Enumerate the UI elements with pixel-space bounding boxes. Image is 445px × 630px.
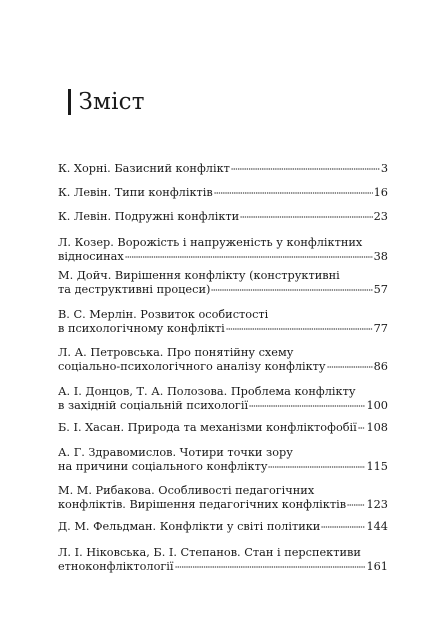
dot-leader bbox=[347, 498, 365, 506]
toc-entry-title: Д. М. Фельдман. Конфлікти у світі політики bbox=[58, 520, 321, 533]
toc-entry[interactable] bbox=[58, 520, 388, 534]
toc-entry-title: К. Левін. Типи конфліктів bbox=[58, 186, 213, 199]
toc-entry-title: Л. І. Ніковська, Б. І. Степанов. Стан і перспективи bbox=[58, 546, 361, 559]
toc-page-number: 16 bbox=[373, 186, 388, 199]
dot-leader bbox=[240, 210, 372, 218]
toc-entry[interactable] bbox=[58, 236, 388, 264]
toc-page-number: 86 bbox=[373, 360, 388, 373]
table-of-contents bbox=[58, 0, 388, 630]
toc-entry[interactable] bbox=[58, 546, 388, 574]
toc-page-number: 100 bbox=[366, 399, 388, 412]
toc-entry[interactable] bbox=[58, 346, 388, 374]
toc-entry[interactable] bbox=[58, 269, 388, 297]
toc-entry-title-cont: етноконфліктології bbox=[58, 560, 174, 573]
toc-entry-title: Б. І. Хасан. Природа та механізми конфліктофобії bbox=[58, 421, 357, 434]
dot-leader bbox=[249, 399, 365, 407]
toc-page-number: 115 bbox=[366, 460, 388, 473]
dot-leader bbox=[214, 186, 373, 194]
toc-entry-title: А. І. Донцов, Т. А. Полозова. Проблема конфлікту bbox=[58, 385, 356, 398]
dot-leader bbox=[321, 520, 365, 528]
toc-entry-title-cont: на причини соціального конфлікту bbox=[58, 460, 268, 473]
toc-entry-title: Л. А. Петровська. Про понятійну схему bbox=[58, 346, 294, 359]
dot-leader bbox=[175, 560, 366, 568]
toc-entry[interactable] bbox=[58, 210, 388, 224]
toc-entry-title: М. М. Рибакова. Особливості педагогічних bbox=[58, 484, 315, 497]
toc-page-number: 57 bbox=[373, 283, 388, 296]
toc-entry[interactable] bbox=[58, 162, 388, 176]
toc-entry[interactable] bbox=[58, 421, 388, 435]
toc-page-number: 77 bbox=[373, 322, 388, 335]
toc-entry-title-cont: та деструктивні процеси) bbox=[58, 283, 211, 296]
toc-page-number: 38 bbox=[373, 250, 388, 263]
toc-entry-title: К. Хорні. Базисний конфлікт bbox=[58, 162, 230, 175]
dot-leader bbox=[231, 162, 380, 170]
toc-entry-title-cont: відносинах bbox=[58, 250, 124, 263]
toc-entry-title-cont: конфліктів. Вирішення педагогічних конфліктів bbox=[58, 498, 347, 511]
toc-page-number: 144 bbox=[366, 520, 388, 533]
toc-page-number: 108 bbox=[366, 421, 388, 434]
dot-leader bbox=[358, 421, 366, 429]
toc-entry-title: В. С. Мерлін. Розвиток особистості bbox=[58, 308, 269, 321]
dot-leader bbox=[211, 283, 372, 291]
toc-page-number: 161 bbox=[366, 560, 388, 573]
toc-entry-title-cont: соціально-психологічного аналізу конфлікту bbox=[58, 360, 326, 373]
toc-page-number: 23 bbox=[373, 210, 388, 223]
toc-entry[interactable] bbox=[58, 385, 388, 413]
toc-page-number: 3 bbox=[380, 162, 388, 175]
dot-leader bbox=[125, 250, 373, 258]
toc-entry[interactable] bbox=[58, 308, 388, 336]
toc-entry[interactable] bbox=[58, 484, 388, 512]
toc-entry-title: М. Дойч. Вирішення конфлікту (конструктивні bbox=[58, 269, 340, 282]
toc-entry-title-cont: в західній соціальній психології bbox=[58, 399, 249, 412]
toc-entry[interactable] bbox=[58, 446, 388, 474]
toc-entry[interactable] bbox=[58, 186, 388, 200]
page-title: Зміст bbox=[78, 89, 145, 115]
dot-leader bbox=[226, 322, 373, 330]
dot-leader bbox=[268, 460, 365, 468]
toc-entry-title: А. Г. Здравомислов. Чотири точки зору bbox=[58, 446, 293, 459]
toc-page-number: 123 bbox=[366, 498, 388, 511]
toc-entry-title: К. Левін. Подружні конфлікти bbox=[58, 210, 240, 223]
toc-entry-title-cont: в психологічному конфлікті bbox=[58, 322, 225, 335]
toc-entry-title: Л. Козер. Ворожість і напруженість у конфліктних bbox=[58, 236, 363, 249]
dot-leader bbox=[327, 360, 373, 368]
